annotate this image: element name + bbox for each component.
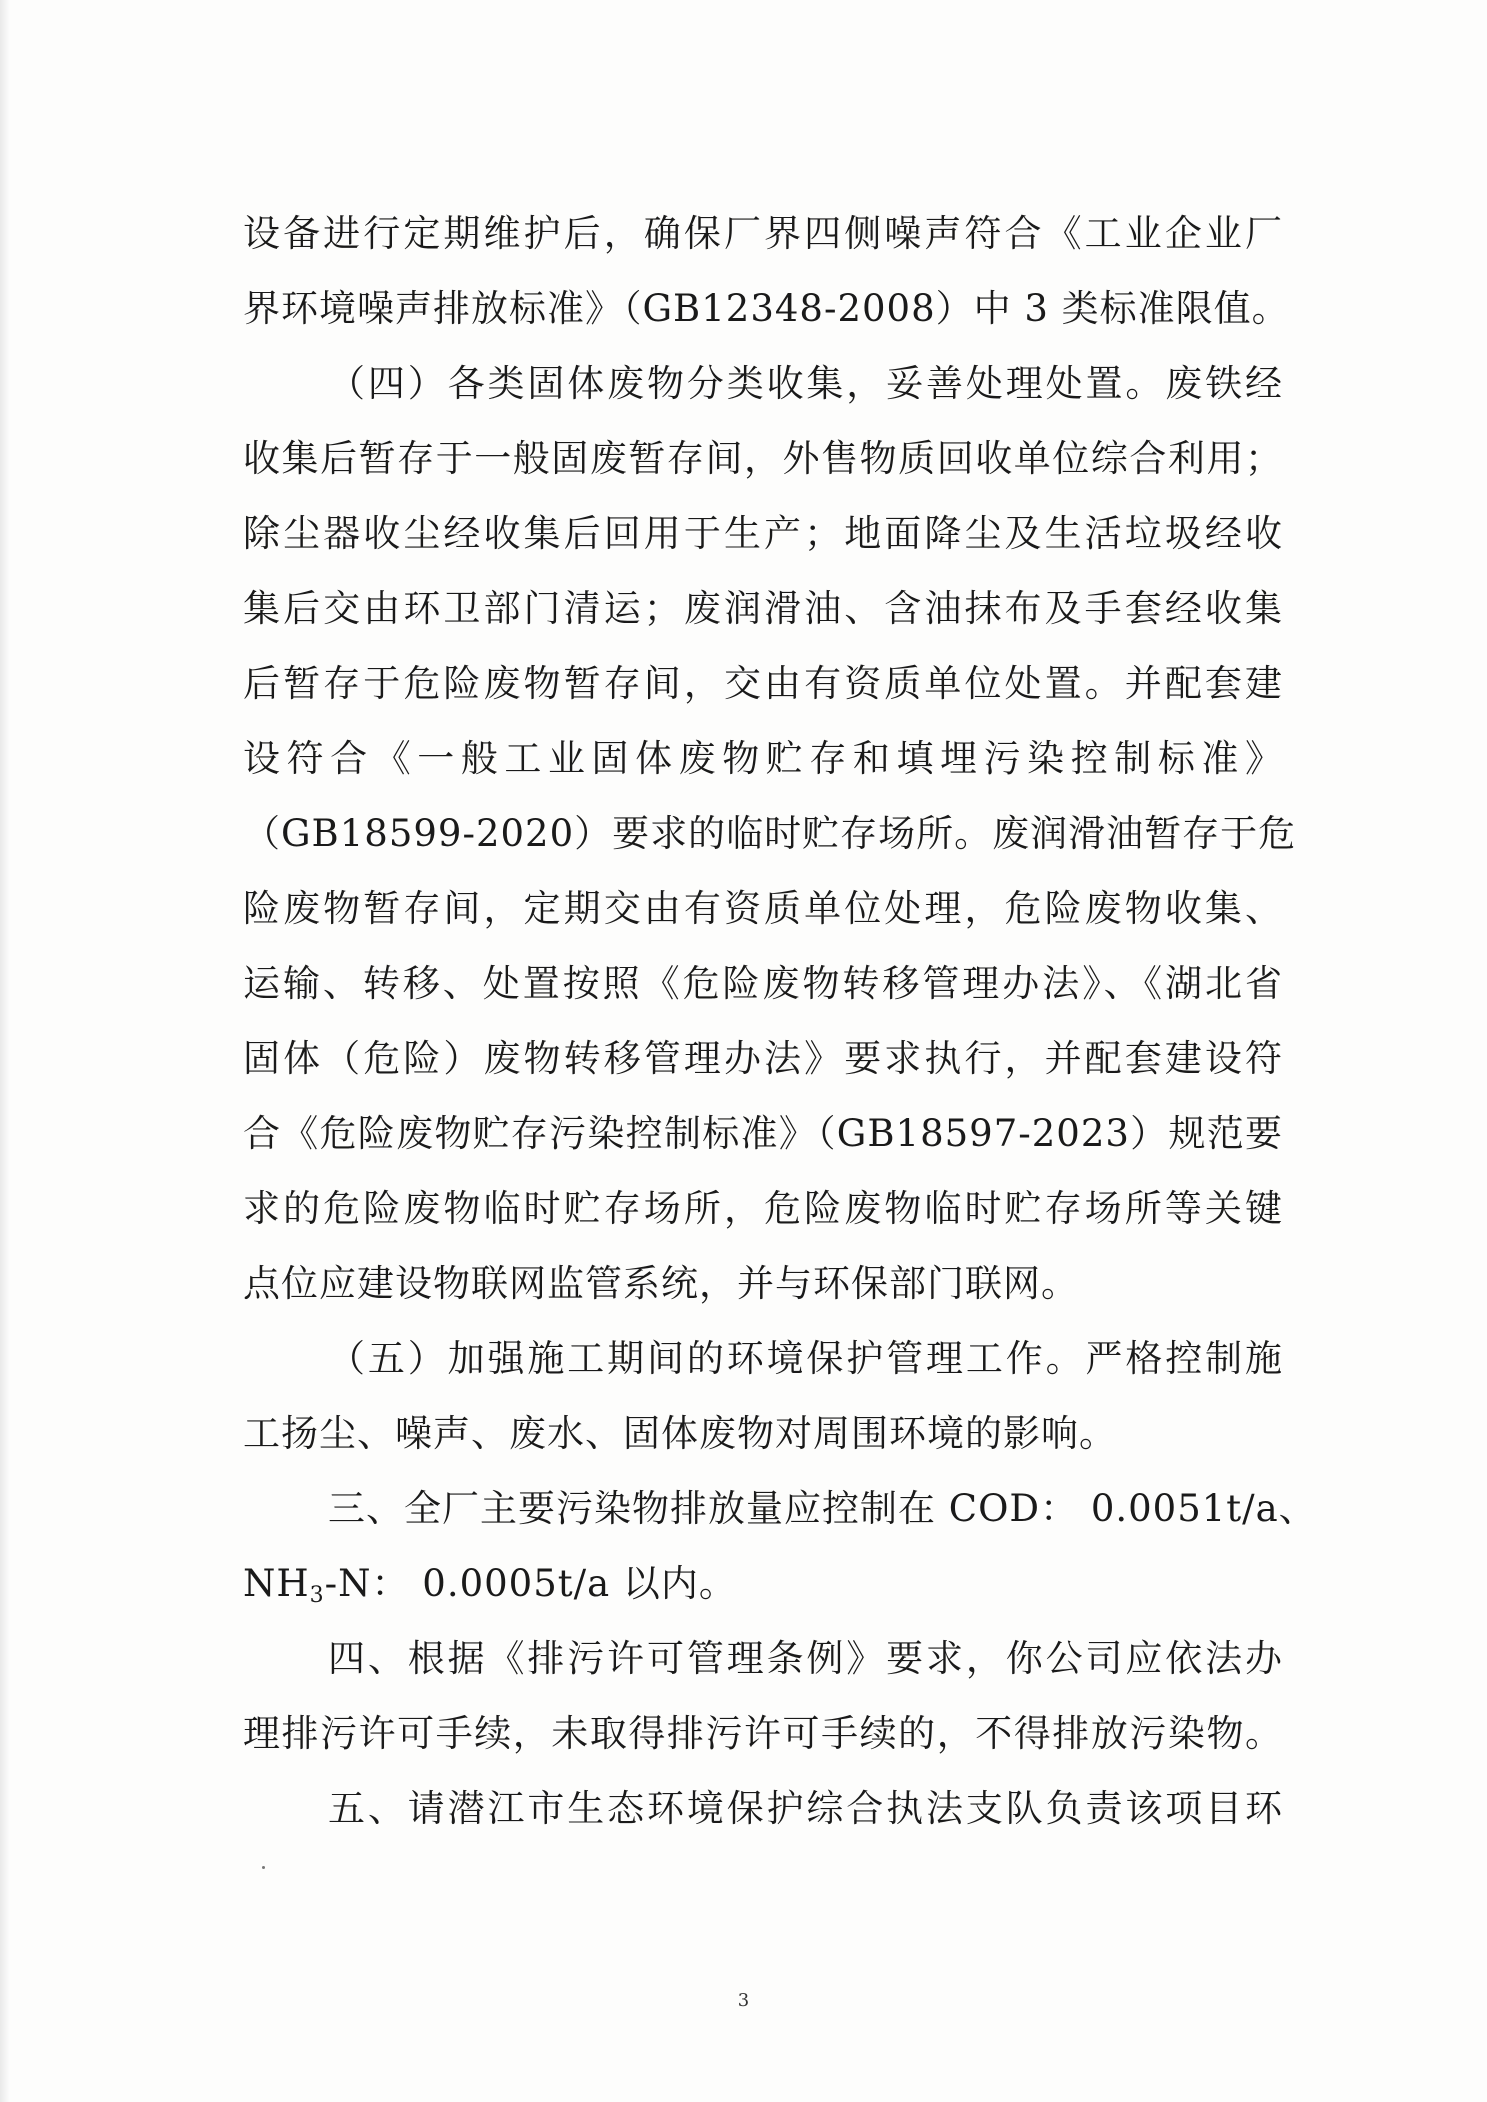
text-line: 界环境噪声排放标准》（GB12348-2008）中 3 类标准限值。 [243,287,1290,330]
text-line: 收集后暂存于一般固废暂存间，外售物质回收单位综合利用； [243,437,1283,480]
text-line: 求的危险废物临时贮存场所，危险废物临时贮存场所等关键 [243,1187,1283,1230]
paragraph-start-line: 三、全厂主要污染物排放量应控制在 COD： 0.0051t/a、 [328,1487,1317,1530]
text-line: 点位应建设物联网监管系统，并与环保部门联网。 [243,1262,1079,1305]
text-line: 集后交由环卫部门清运；废润滑油、含油抹布及手套经收集 [243,587,1283,630]
text-line: 设符合《一般工业固体废物贮存和填埋污染控制标准》 [243,737,1283,780]
text-line: 险废物暂存间，定期交由有资质单位处理，危险废物收集、 [243,887,1283,930]
nh3-prefix: NH [243,1562,310,1605]
paragraph-start-line: （四）各类固体废物分类收集，妥善处理处置。废铁经 [328,362,1283,405]
text-line: 运输、转移、处置按照《危险废物转移管理办法》、《湖北省 [243,962,1283,1005]
text-line: （GB18599-2020）要求的临时贮存场所。废润滑油暂存于危 [243,812,1297,855]
text-line: 后暂存于危险废物暂存间，交由有资质单位处置。并配套建 [243,662,1283,705]
text-line: 合《危险废物贮存污染控制标准》（GB18597-2023）规范要 [243,1112,1283,1155]
text-line: 除尘器收尘经收集后回用于生产；地面降尘及生活垃圾经收 [243,512,1283,555]
text-line: 理排污许可手续，未取得排污许可手续的，不得排放污染物。 [243,1712,1283,1755]
scan-speck [262,1866,265,1869]
nh3-line [243,1546,1283,1621]
document-body [243,196,1317,1846]
text-line: 设备进行定期维护后，确保厂界四侧噪声符合《工业企业厂 [243,212,1283,255]
nh3-subscript: 3 [309,1583,325,1608]
paragraph-start-line: （五）加强施工期间的环境保护管理工作。严格控制施 [328,1337,1283,1380]
paragraph-start-line: 四、根据《排污许可管理条例》要求，你公司应依法办 [328,1637,1283,1680]
page-number: 3 [737,1990,750,2011]
scan-edge-shadow [0,0,10,2102]
text-line: 固体（危险）废物转移管理办法》要求执行，并配套建设符 [243,1037,1283,1080]
paragraph-start-line: 五、请潜江市生态环境保护综合执法支队负责该项目环 [328,1787,1283,1830]
text-line: 工扬尘、噪声、废水、固体废物对周围环境的影响。 [243,1412,1117,1455]
nh3-suffix: -N： 0.0005t/a 以内。 [324,1562,737,1605]
